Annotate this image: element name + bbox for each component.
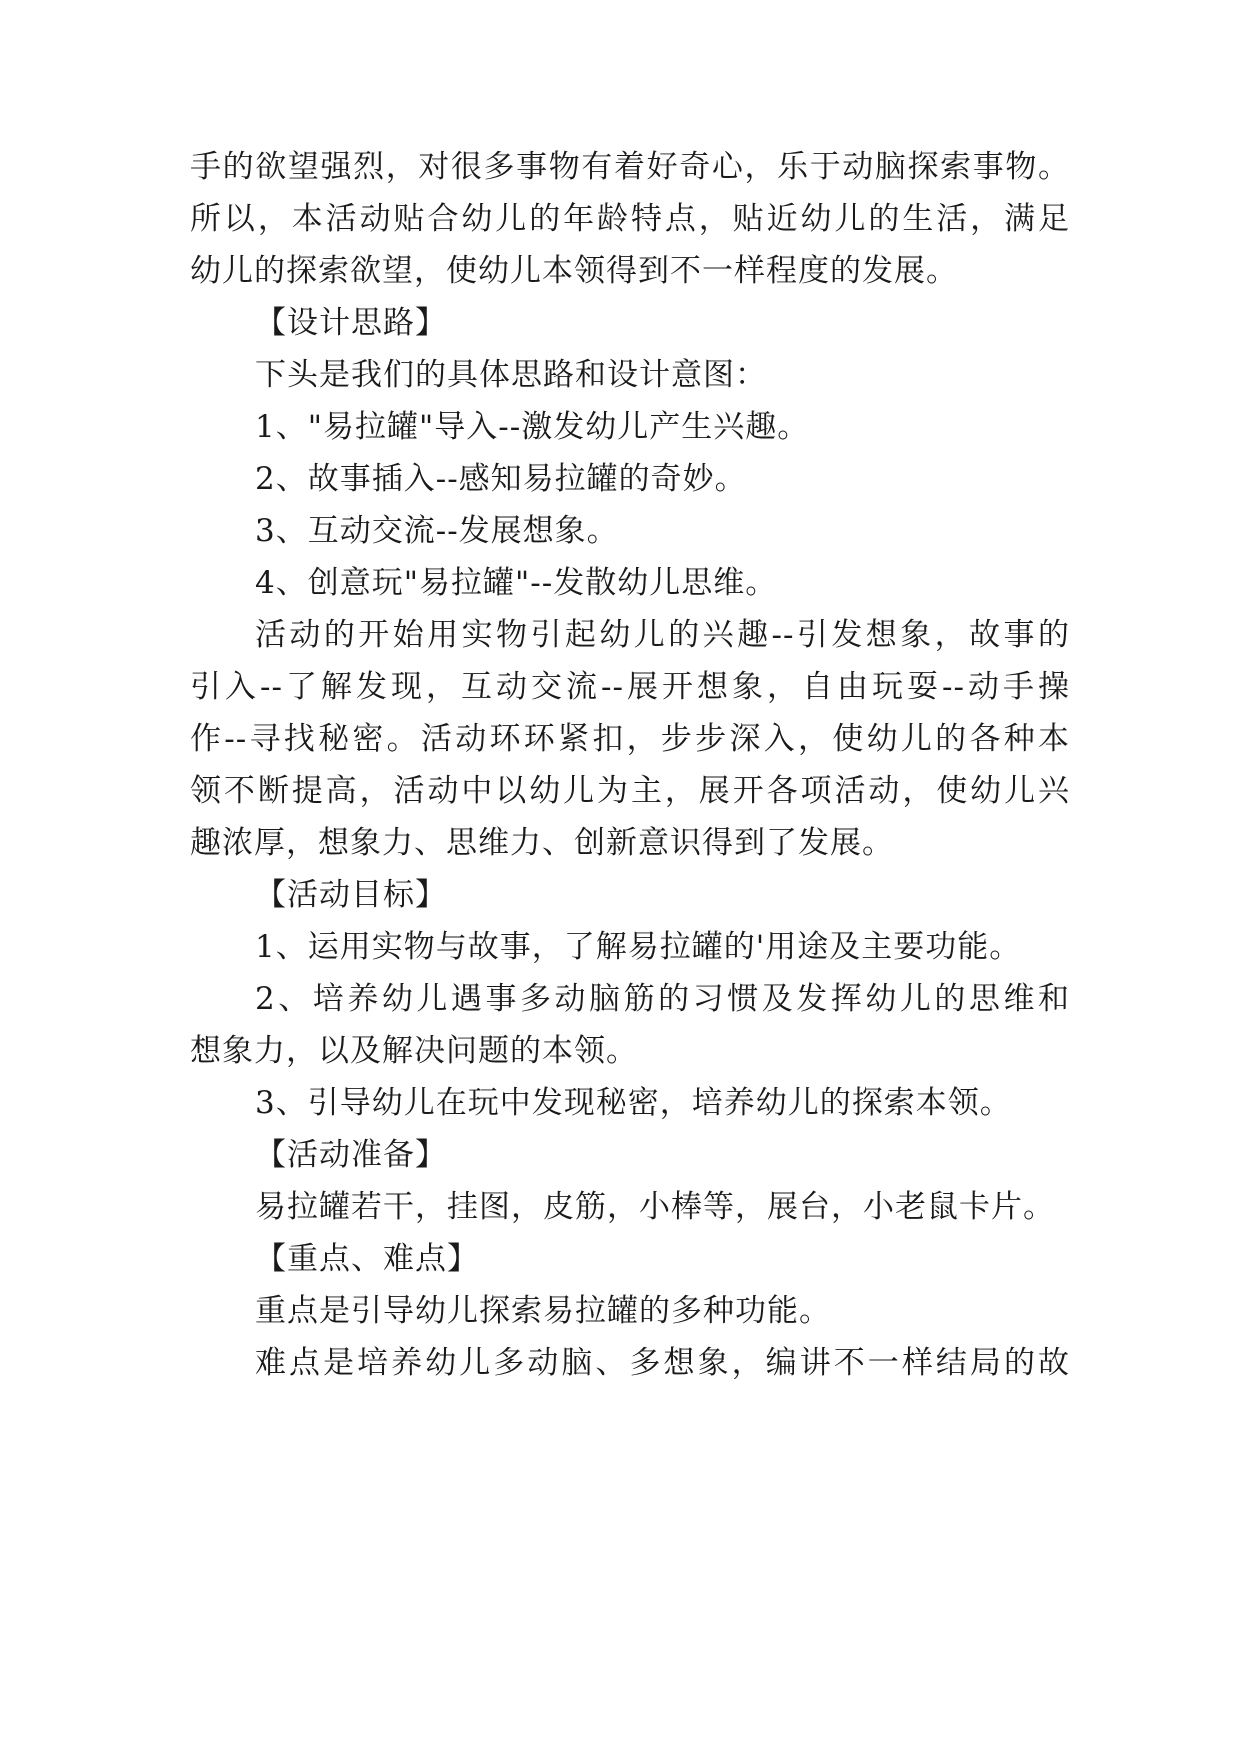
paragraph-line: 趣浓厚，想象力、思维力、创新意识得到了发展。 xyxy=(190,825,894,861)
section-heading-key-points: 【重点、难点】 xyxy=(255,1241,479,1277)
list-item: 3、互动交流--发展想象。 xyxy=(255,513,619,549)
paragraph-line: 活动的开始用实物引起幼儿的兴趣--引发想象，故事的 xyxy=(255,617,1070,653)
section-heading-goals: 【活动目标】 xyxy=(255,877,447,913)
paragraph-line: 所以，本活动贴合幼儿的年龄特点，贴近幼儿的生活，满足 xyxy=(190,201,1070,237)
list-item: 4、创意玩"易拉罐"--发散幼儿思维。 xyxy=(255,565,778,601)
paragraph-line: 作--寻找秘密。活动环环紧扣，步步深入，使幼儿的各种本 xyxy=(190,721,1070,757)
paragraph-line: 下头是我们的具体思路和设计意图： xyxy=(255,357,767,393)
paragraph-line: 难点是培养幼儿多动脑、多想象，编讲不一样结局的故 xyxy=(255,1345,1070,1381)
section-heading-design: 【设计思路】 xyxy=(255,305,447,341)
paragraph-line: 引入--了解发现，互动交流--展开想象，自由玩耍--动手操 xyxy=(190,669,1070,705)
paragraph-line: 幼儿的探索欲望，使幼儿本领得到不一样程度的发展。 xyxy=(190,253,958,289)
paragraph-line: 易拉罐若干，挂图，皮筋，小棒等，展台，小老鼠卡片。 xyxy=(255,1189,1055,1225)
paragraph-line: 想象力，以及解决问题的本领。 xyxy=(190,1033,638,1069)
list-item: 1、运用实物与故事，了解易拉罐的'用途及主要功能。 xyxy=(255,929,1022,965)
paragraph-line: 领不断提高，活动中以幼儿为主，展开各项活动，使幼儿兴 xyxy=(190,773,1070,809)
list-item: 2、故事插入--感知易拉罐的奇妙。 xyxy=(255,461,747,497)
paragraph-line: 手的欲望强烈，对很多事物有着好奇心，乐于动脑探索事物。 xyxy=(190,149,1070,185)
paragraph-line: 重点是引导幼儿探索易拉罐的多种功能。 xyxy=(255,1293,831,1329)
section-heading-preparation: 【活动准备】 xyxy=(255,1137,447,1173)
list-item: 3、引导幼儿在玩中发现秘密，培养幼儿的探索本领。 xyxy=(255,1085,1012,1121)
list-item: 2、培养幼儿遇事多动脑筋的习惯及发挥幼儿的思维和 xyxy=(255,981,1070,1017)
list-item: 1、"易拉罐"导入--激发幼儿产生兴趣。 xyxy=(255,409,810,445)
